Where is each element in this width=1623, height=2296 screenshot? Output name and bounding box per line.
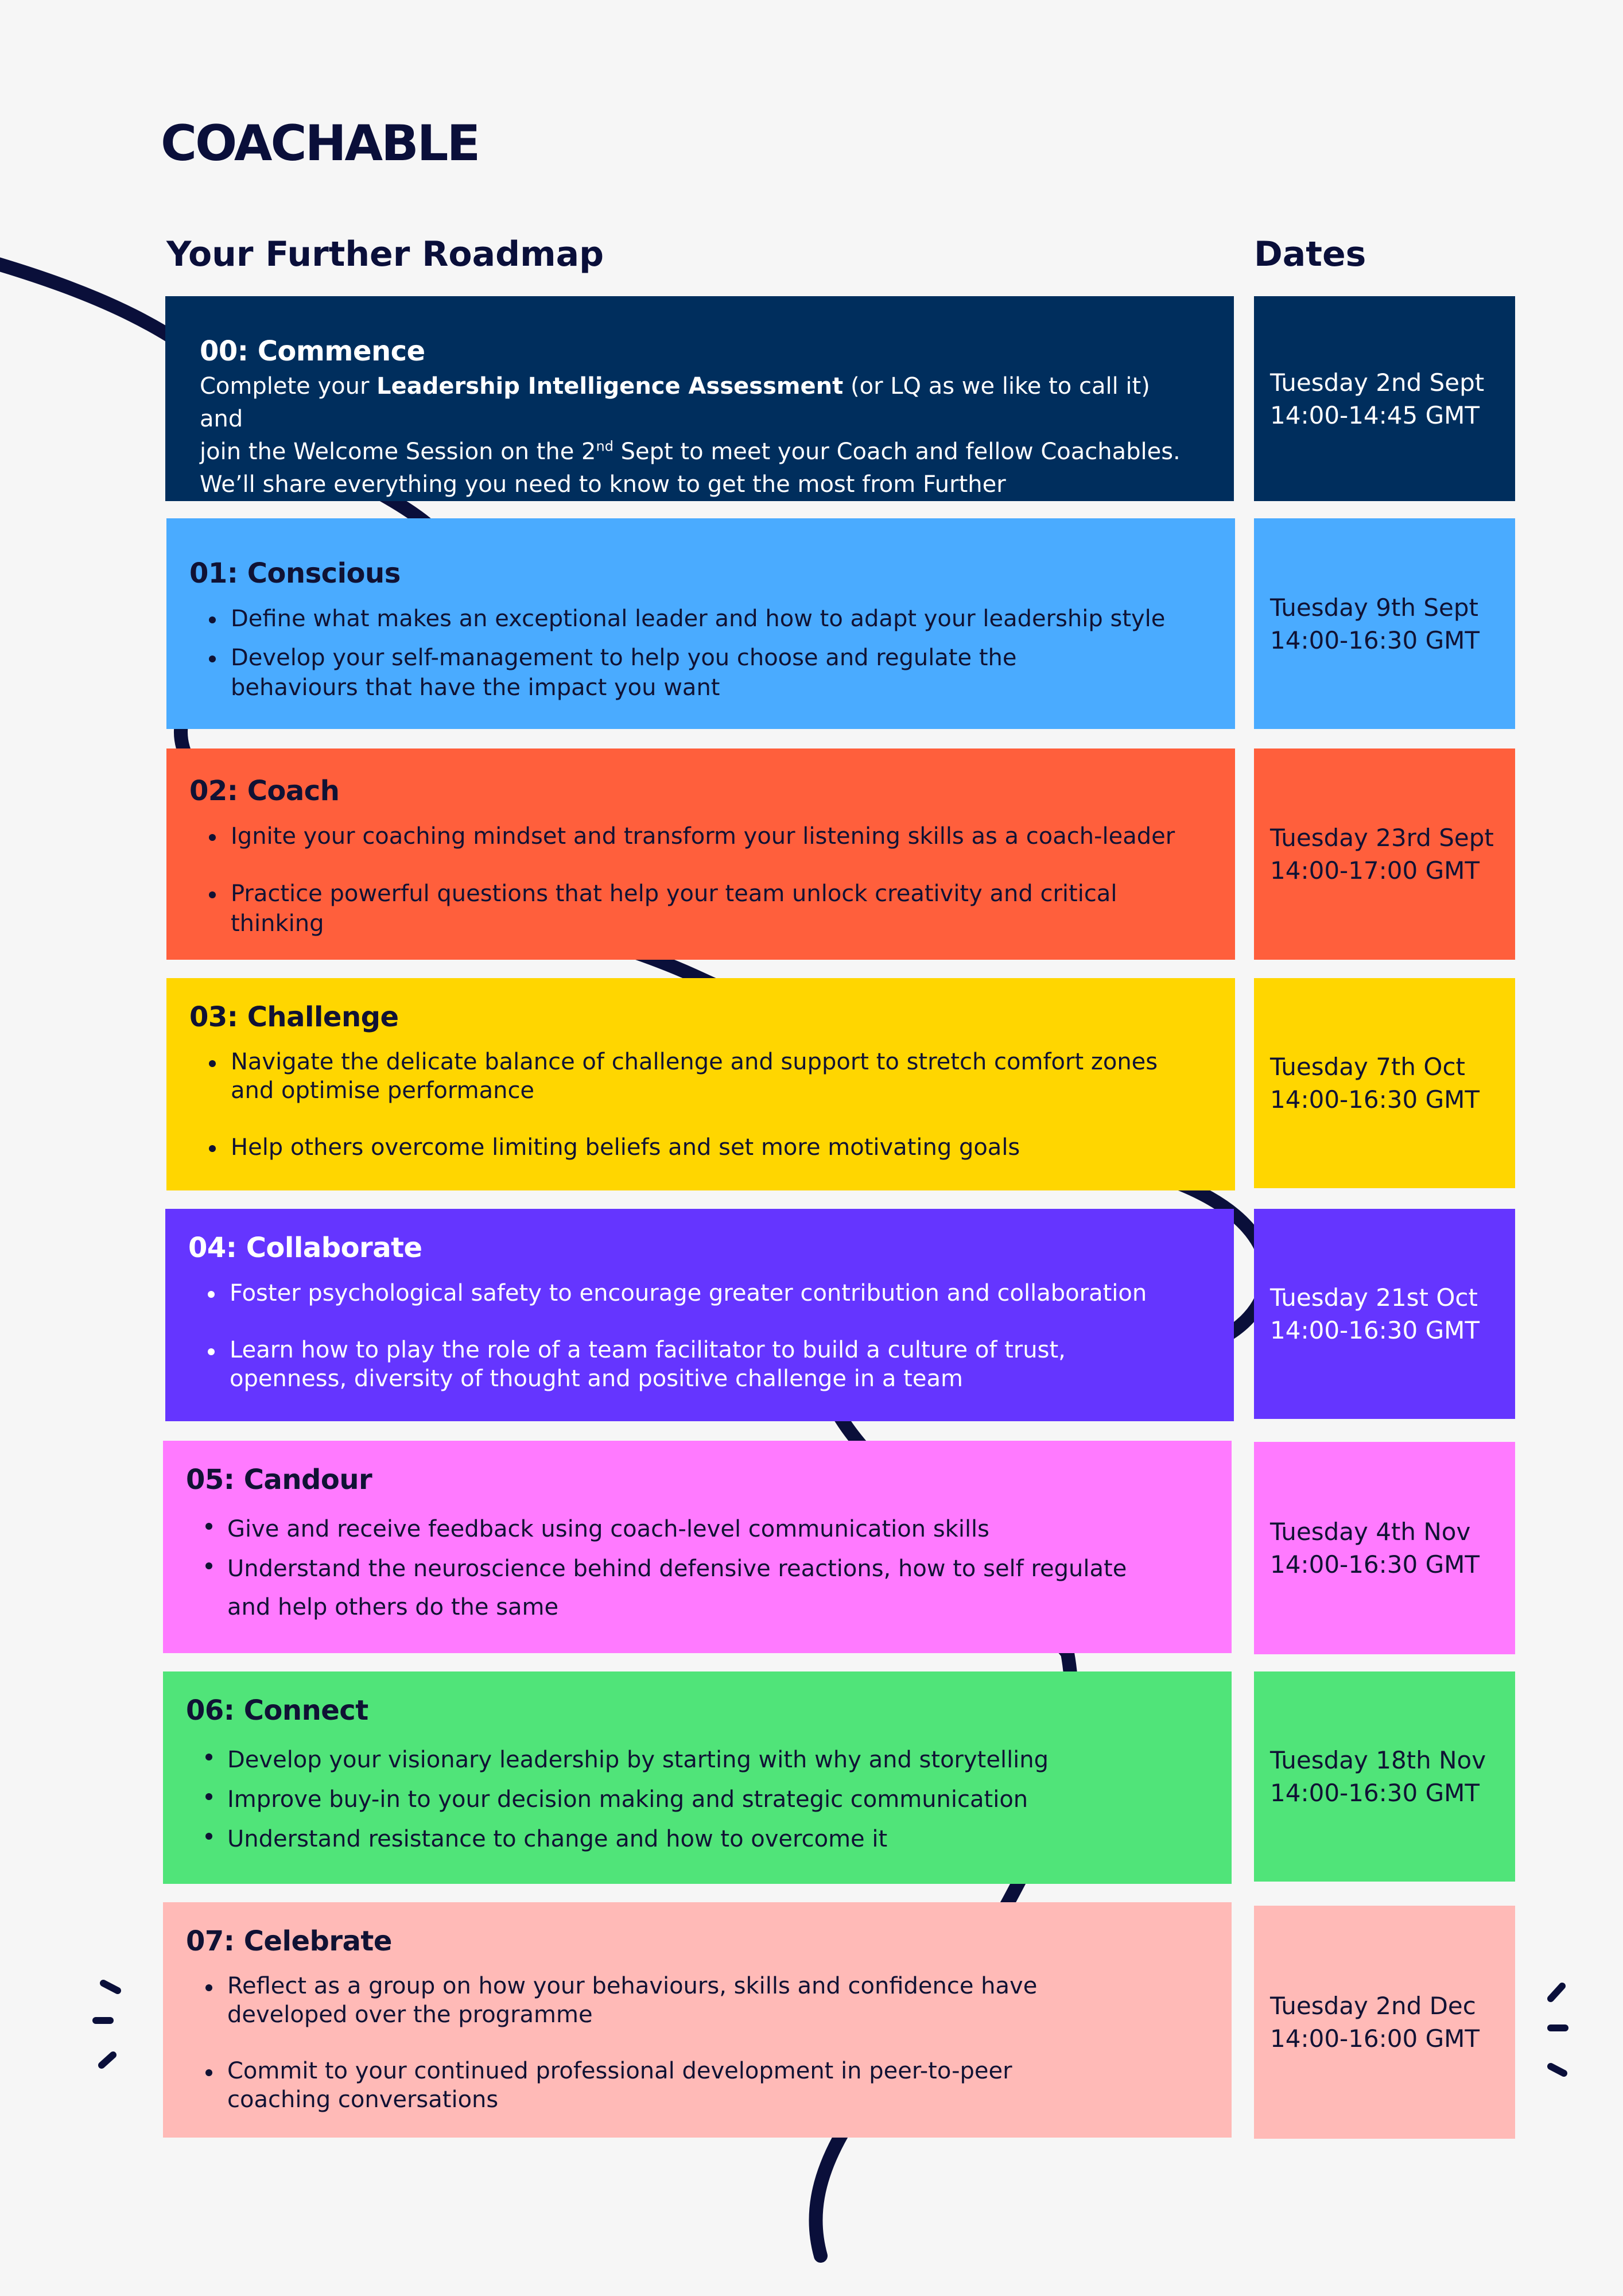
date-time: 14:00-16:30 GMT — [1270, 1779, 1480, 1807]
list-item: Understand resistance to change and how to overcome it — [186, 1820, 1197, 1859]
date-day: Tuesday 9th Sept — [1270, 593, 1479, 622]
date-day: Tuesday 21st Oct — [1270, 1283, 1478, 1312]
stage-title: 05: Candour — [186, 1464, 372, 1496]
stage-connect — [163, 1671, 1232, 1884]
stage-bullets — [188, 1278, 1199, 1393]
date-day: Tuesday 7th Oct — [1270, 1053, 1465, 1081]
sparkle-right-icon — [1532, 1969, 1584, 2084]
date-celebrate — [1254, 1906, 1515, 2139]
list-item: Practice powerful questions that help your team unlock creativity and critical thinking — [189, 879, 1201, 938]
date-coach — [1254, 748, 1515, 960]
stage-bullets — [189, 604, 1201, 703]
date-commence — [1254, 296, 1515, 501]
stage-conscious — [166, 518, 1235, 729]
list-item: Learn how to play the role of a team facilitator to build a culture of trust, openness, diversity of thought and positive challenge in a team — [188, 1336, 1199, 1393]
date-collaborate — [1254, 1209, 1515, 1419]
stage-bullets — [186, 1972, 1197, 2114]
list-item: Develop your self-management to help you choose and regulate the behaviours that have the impact you want — [189, 643, 1201, 703]
stage-title: 02: Coach — [189, 775, 340, 807]
list-item: Give and receive feedback using coach-level communication skills — [186, 1510, 1197, 1549]
sparkle-left-icon — [80, 1963, 132, 2078]
stage-coach — [166, 748, 1235, 960]
stage-collaborate — [165, 1209, 1234, 1421]
stage-title: 07: Celebrate — [186, 1925, 392, 1957]
stage-bullets — [189, 1048, 1201, 1162]
stage-description: Complete your Leadership Intelligence Assessment (or LQ as we like to call it) and join the Welcome Session on the 2nd Sept to meet your Coach and fellow Coachables. We’ll share everything you need to know to get the most from Further — [200, 373, 1181, 498]
list-item: Help others overcome limiting beliefs and set more motivating goals — [189, 1133, 1201, 1162]
stage-bullets — [189, 821, 1201, 938]
stage-celebrate — [163, 1902, 1232, 2138]
dates-heading: Dates — [1254, 234, 1366, 274]
date-day: Tuesday 23rd Sept — [1270, 824, 1494, 852]
list-item: Commit to your continued professional development in peer-to-peer coaching conversations — [186, 2057, 1197, 2114]
list-item: Navigate the delicate balance of challenge and support to stretch comfort zones and optimise performance — [189, 1048, 1201, 1105]
stage-title: 00: Commence — [200, 335, 425, 367]
list-item: Reflect as a group on how your behaviours, skills and confidence have developed over the programme — [186, 1972, 1197, 2029]
list-item: Foster psychological safety to encourage greater contribution and collaboration — [188, 1278, 1199, 1308]
stage-title: 06: Connect — [186, 1694, 368, 1727]
date-time: 14:00-14:45 GMT — [1270, 401, 1480, 429]
list-item: Define what makes an exceptional leader and how to adapt your leadership style — [189, 604, 1201, 634]
date-time: 14:00-16:30 GMT — [1270, 1085, 1480, 1114]
stage-title: 01: Conscious — [189, 557, 401, 589]
stage-title: 04: Collaborate — [188, 1232, 422, 1264]
list-item: Develop your visionary leadership by starting with why and storytelling — [186, 1741, 1197, 1779]
date-connect — [1254, 1671, 1515, 1882]
date-day: Tuesday 2nd Dec — [1270, 1992, 1476, 2020]
list-item: Understand the neuroscience behind defensive reactions, how to self regulate and help others do the same — [186, 1550, 1197, 1627]
date-day: Tuesday 2nd Sept — [1270, 368, 1485, 397]
date-time: 14:00-16:30 GMT — [1270, 1316, 1480, 1344]
date-day: Tuesday 18th Nov — [1270, 1746, 1486, 1774]
list-item: Improve buy-in to your decision making and strategic communication — [186, 1781, 1197, 1819]
stage-bullets — [186, 1741, 1197, 1859]
date-time: 14:00-16:00 GMT — [1270, 2024, 1480, 2053]
date-challenge — [1254, 978, 1515, 1188]
stage-title: 03: Challenge — [189, 1001, 399, 1033]
date-candour — [1254, 1442, 1515, 1654]
list-item: Ignite your coaching mindset and transform your listening skills as a coach-leader — [189, 821, 1201, 851]
brand-logo: COACHABLE — [161, 115, 479, 172]
roadmap-heading: Your Further Roadmap — [166, 234, 604, 274]
date-day: Tuesday 4th Nov — [1270, 1518, 1471, 1546]
stage-challenge — [166, 978, 1235, 1190]
date-time: 14:00-16:30 GMT — [1270, 1550, 1480, 1578]
stage-commence — [165, 296, 1234, 501]
date-time: 14:00-17:00 GMT — [1270, 856, 1480, 885]
stage-candour — [163, 1441, 1232, 1653]
date-time: 14:00-16:30 GMT — [1270, 626, 1480, 654]
date-conscious — [1254, 518, 1515, 729]
stage-bullets — [186, 1510, 1197, 1627]
